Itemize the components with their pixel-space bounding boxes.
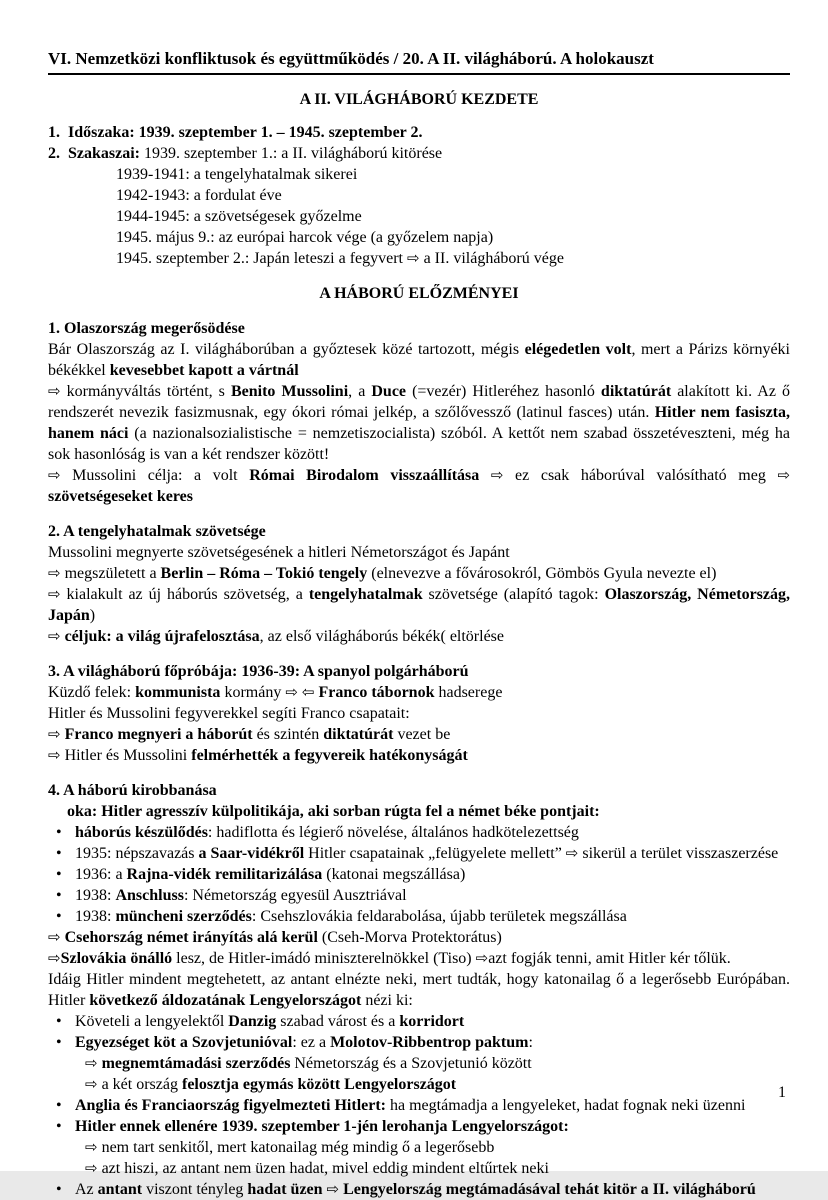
text-run: : Csehszlovákia feldarabolása, újabb területek megszállása: [251, 908, 627, 925]
text-run: azt fogják tenni, amit Hitler kér tőlük.: [488, 950, 731, 967]
text-run: 4. A háború kirobbanása: [48, 782, 217, 799]
text-run: szabad várost és a: [276, 1013, 400, 1030]
text-run: Anglia és Franciaország figyelmezteti Hitlert:: [75, 1097, 386, 1114]
text-run: Idáig Hitler mindent megtehetett, az antant elnézte neki, mert tudták, hogy katonailag ő a legerősebb Európában. Hitler: [48, 971, 790, 1009]
bullet-item: [48, 885, 790, 906]
text-run: viszont tényleg: [142, 1181, 248, 1198]
text-run: Csehország német irányítás alá kerül: [64, 929, 318, 946]
text-run: , mert a Párizs környéki békékkel: [48, 341, 791, 379]
section-2-title: [48, 521, 790, 542]
sub-item: [48, 1158, 790, 1179]
arrow-icon: ⇨: [85, 1159, 98, 1177]
text-run: a két ország: [97, 1076, 182, 1093]
text-run: 1942-1943: a fordulat éve: [116, 187, 282, 204]
text-run: Molotov-Ribbentrop paktum: [330, 1034, 529, 1051]
text-run: Franco tábornok: [318, 684, 435, 701]
text-run: Berlin – Róma – Tokió tengely: [160, 565, 368, 582]
paragraph: [48, 948, 790, 969]
text-run: felosztja egymás között Lengyelországot: [181, 1076, 457, 1093]
arrow-icon: ⇨: [565, 844, 579, 862]
text-run: 1. Olaszország megerősödése: [48, 320, 245, 337]
bullet-marker: •: [56, 887, 62, 904]
sub-item: [48, 1137, 790, 1158]
text-run: 1945. május 9.: az európai harcok vége (a győzelem napja): [116, 229, 494, 246]
stage-line: [48, 164, 790, 185]
text-run: (katonai megszállása): [322, 866, 466, 883]
text-run: kormányváltás történt, s: [60, 383, 231, 400]
paragraph: [48, 584, 790, 626]
text-run: Mussolini célja: a volt: [60, 467, 250, 484]
bullet-item: [48, 843, 790, 864]
arrow-icon: ⇨: [48, 382, 61, 400]
paragraph: [48, 724, 790, 745]
list-number-marker: 2.: [48, 145, 60, 162]
stage-line: [48, 227, 790, 248]
text-run: nézi ki:: [361, 992, 413, 1009]
text-run: (a nazionalsozialistische = nemzetiszocialista) szóból. A kettőt nem szabad összetéveszteni, még ha sok hasonlóság is van a két rendszer között!: [48, 425, 791, 463]
document-header-title: VI. Nemzetközi konfliktusok és együttműködés / 20. A II. világháború. A holokauszt: [48, 48, 790, 75]
text-run: Hitler és Mussolini: [60, 747, 192, 764]
text-run: a II. világháború vége: [419, 250, 564, 267]
section-3-title: [48, 661, 790, 682]
text-run: Benito Mussolini: [230, 383, 349, 400]
paragraph: [48, 927, 790, 948]
bullet-item: [48, 1095, 790, 1116]
arrow-icon: ⇨: [48, 928, 61, 946]
arrow-icon: ⇨: [490, 466, 504, 484]
text-run: hadat üzen: [247, 1181, 323, 1198]
bullet-marker: •: [56, 908, 62, 925]
arrow-icon: ⇨: [85, 1075, 98, 1093]
text-run: oka: Hitler agresszív külpolitikája, aki sorban rúgta fel a német béke pontjait:: [67, 803, 600, 820]
text-run: alakított ki. Az ő rendszerét nevezik fasizmusnak, egy ókori római jelkép, a szőlővessző (latinul fasces) után.: [48, 383, 790, 421]
bullet-item: [48, 1011, 790, 1032]
text-run: háborús készülődés: [75, 824, 208, 841]
bullet-marker: •: [56, 824, 62, 841]
text-run: : Németország egyesül Ausztriával: [183, 887, 407, 904]
text-run: szövetségeseket keres: [48, 488, 193, 505]
text-run: (Cseh-Morva Protektorátus): [317, 929, 502, 946]
bullet-marker: •: [56, 1097, 62, 1114]
paragraph: [48, 339, 790, 381]
text-run: Küzdő felek:: [48, 684, 136, 701]
list-number-marker: 1.: [48, 124, 60, 141]
text-run: : hadiflotta és légierő növelése, általános hadkötelezettség: [207, 824, 579, 841]
numbered-item-idoszaka: [48, 122, 790, 143]
text-run: megnemtámadási szerződés: [101, 1055, 291, 1072]
text-run: megszületett a: [60, 565, 161, 582]
text-run: 1938:: [75, 887, 116, 904]
text-run: ): [89, 607, 96, 624]
text-run: Az: [75, 1181, 98, 1198]
text-run: 1938:: [75, 908, 116, 925]
document-body: [48, 89, 790, 1200]
paragraph: [48, 563, 790, 584]
text-run: a Saar-vidékről: [198, 845, 305, 862]
text-run: Duce: [371, 383, 407, 400]
text-run: Rajna-vidék remilitarizálása: [126, 866, 323, 883]
text-run: 2. A tengelyhatalmak szövetsége: [48, 523, 266, 540]
arrow-icon: ⇨: [475, 949, 489, 967]
text-run: 1939-1941: a tengelyhatalmak sikerei: [116, 166, 358, 183]
text-run: Időszaka: 1939. szeptember 1. – 1945. szeptember 2.: [68, 124, 423, 141]
text-run: : ez a: [292, 1034, 331, 1051]
text-run: következő áldozatának Lengyelországot: [89, 992, 362, 1009]
arrow-icon: ⇨: [326, 1180, 340, 1198]
bullet-item: [48, 1179, 790, 1200]
text-run: diktatúrát: [323, 726, 394, 743]
text-run: 1935: népszavazás: [75, 845, 199, 862]
text-run: 1945. szeptember 2.: Japán leteszi a fegyvert: [116, 250, 407, 267]
arrow-icon: ⇦: [301, 683, 315, 701]
text-run: ha megtámadja a lengyeleket, hadat fognak neki üzenni: [386, 1097, 746, 1114]
text-run: Franco megnyeri a háborút: [64, 726, 253, 743]
text-run: diktatúrát: [600, 383, 672, 400]
text-run: korridort: [399, 1013, 465, 1030]
text-run: tengelyhatalmak: [308, 586, 423, 603]
text-run: céljuk: a világ újrafelosztása: [64, 628, 260, 645]
bullet-item: [48, 822, 790, 843]
text-run: 1936: a: [75, 866, 127, 883]
text-run: kormány: [220, 684, 286, 701]
text-run: Egyezséget köt a Szovjetunióval: [75, 1034, 293, 1051]
arrow-icon: ⇨: [285, 683, 298, 701]
paragraph: [48, 682, 790, 703]
bullet-item: [48, 864, 790, 885]
stage-line: [48, 248, 790, 269]
text-run: azt hiszi, az antant nem üzen hadat, mivel eddig mindent eltűrtek neki: [97, 1160, 549, 1177]
text-run: Római Birodalom visszaállítása: [249, 467, 480, 484]
arrow-icon: ⇨: [48, 949, 61, 967]
text-run: és szintén: [252, 726, 324, 743]
arrow-icon: ⇨: [85, 1138, 98, 1156]
text-run: 1939. szeptember 1.: a II. világháború kitörése: [140, 145, 443, 162]
arrow-icon: ⇨: [48, 585, 61, 603]
text-run: Németország és a Szovjetunió között: [290, 1055, 532, 1072]
arrow-icon: ⇨: [85, 1054, 98, 1072]
section-1-title: [48, 318, 790, 339]
paragraph: [48, 465, 790, 507]
text-run: (=vezér) Hitleréhez hasonló: [406, 383, 601, 400]
cause-line: [48, 801, 790, 822]
document: [48, 48, 790, 1200]
text-run: kevesebbet kapott a vártnál: [109, 362, 299, 379]
text-run: (elnevezve a fővárosokról, Gömbös Gyula nevezte el): [367, 565, 717, 582]
text-run: Hitler és Mussolini fegyverekkel segíti Franco csapatait:: [48, 705, 410, 722]
bullet-marker: •: [56, 1013, 62, 1030]
paragraph: [48, 626, 790, 647]
bullet-item: [48, 1116, 790, 1137]
paragraph: [48, 703, 790, 724]
text-run: Mussolini megnyerte szövetségesének a hitleri Németországot és Japánt: [48, 544, 510, 561]
bullet-marker: •: [56, 845, 62, 862]
bullet-item: [48, 1032, 790, 1053]
text-run: felmérhették a fegyvereik hatékonyságát: [191, 747, 468, 764]
text-run: müncheni szerződés: [115, 908, 252, 925]
arrow-icon: ⇨: [48, 466, 61, 484]
arrow-icon: ⇨: [48, 746, 61, 764]
text-run: 1944-1945: a szövetségesek győzelme: [116, 208, 362, 225]
arrow-icon: ⇨: [48, 564, 61, 582]
text-run: Hitler nem fasiszta, hanem náci: [48, 404, 791, 442]
text-run: hadserege: [434, 684, 503, 701]
text-run: , a: [348, 383, 372, 400]
bullet-marker: •: [56, 866, 62, 883]
bullet-item: [48, 906, 790, 927]
text-run: antant: [97, 1181, 143, 1198]
text-run: , az első világháborús békék( eltörlése: [259, 628, 505, 645]
text-run: kommunista: [135, 684, 221, 701]
paragraph: [48, 745, 790, 766]
text-run: Danzig: [228, 1013, 277, 1030]
bullet-marker: •: [56, 1034, 62, 1051]
text-run: Bár Olaszország az I. világháborúban a győztesek közé tartozott, mégis: [48, 341, 525, 358]
paragraph: [48, 381, 790, 465]
arrow-icon: ⇨: [48, 627, 61, 645]
text-run: [479, 467, 491, 484]
text-run: A HÁBORÚ ELŐZMÉNYEI: [319, 285, 519, 302]
text-run: Szlovákia önálló: [60, 950, 173, 967]
text-run: vezet be: [393, 726, 451, 743]
text-run: :: [528, 1034, 533, 1051]
bullet-marker: •: [56, 1181, 62, 1198]
text-run: Lengyelország megtámadásával tehát kitör a II. világháború: [343, 1181, 756, 1198]
text-run: lesz, de Hitler-imádó miniszterelnökkel (Tiso): [172, 950, 476, 967]
arrow-icon: ⇨: [777, 466, 791, 484]
text-run: szövetsége (alapító tagok:: [422, 586, 605, 603]
text-run: Követeli a lengyelektől: [75, 1013, 229, 1030]
sub-item: [48, 1074, 790, 1095]
arrow-icon: ⇨: [48, 725, 61, 743]
text-run: Olaszország, Németország, Japán: [48, 586, 791, 624]
text-run: sikerül a terület visszaszerzése: [578, 845, 779, 862]
bullet-marker: •: [56, 1118, 62, 1135]
main-heading-elozmenyei: [48, 283, 790, 304]
text-run: 3. A világháború főpróbája: 1936-39: A spanyol polgárháború: [48, 663, 469, 680]
text-run: ez csak háborúval valósítható meg: [503, 467, 778, 484]
text-run: nem tart senkitől, mert katonailag még mindig ő a legerősebb: [97, 1139, 495, 1156]
stage-line: [48, 206, 790, 227]
paragraph: [48, 542, 790, 563]
text-run: Hitler csapatainak „felügyelete mellett”: [304, 845, 566, 862]
arrow-icon: ⇨: [407, 249, 420, 267]
numbered-item-szakaszai: [48, 143, 790, 164]
text-run: Anschluss: [115, 887, 184, 904]
text-run: Szakaszai:: [68, 145, 140, 162]
main-heading-kezdete: [48, 89, 790, 110]
text-run: elégedetlen volt: [524, 341, 632, 358]
text-run: A II. VILÁGHÁBORÚ KEZDETE: [299, 91, 539, 108]
text-run: kialakult az új háborús szövetség, a: [60, 586, 309, 603]
stage-line: [48, 185, 790, 206]
page-number: 1: [778, 1084, 786, 1101]
section-4-title: [48, 780, 790, 801]
paragraph: [48, 969, 790, 1011]
sub-item: [48, 1053, 790, 1074]
text-run: Hitler ennek ellenére 1939. szeptember 1-jén lerohanja Lengyelországot:: [75, 1118, 569, 1135]
